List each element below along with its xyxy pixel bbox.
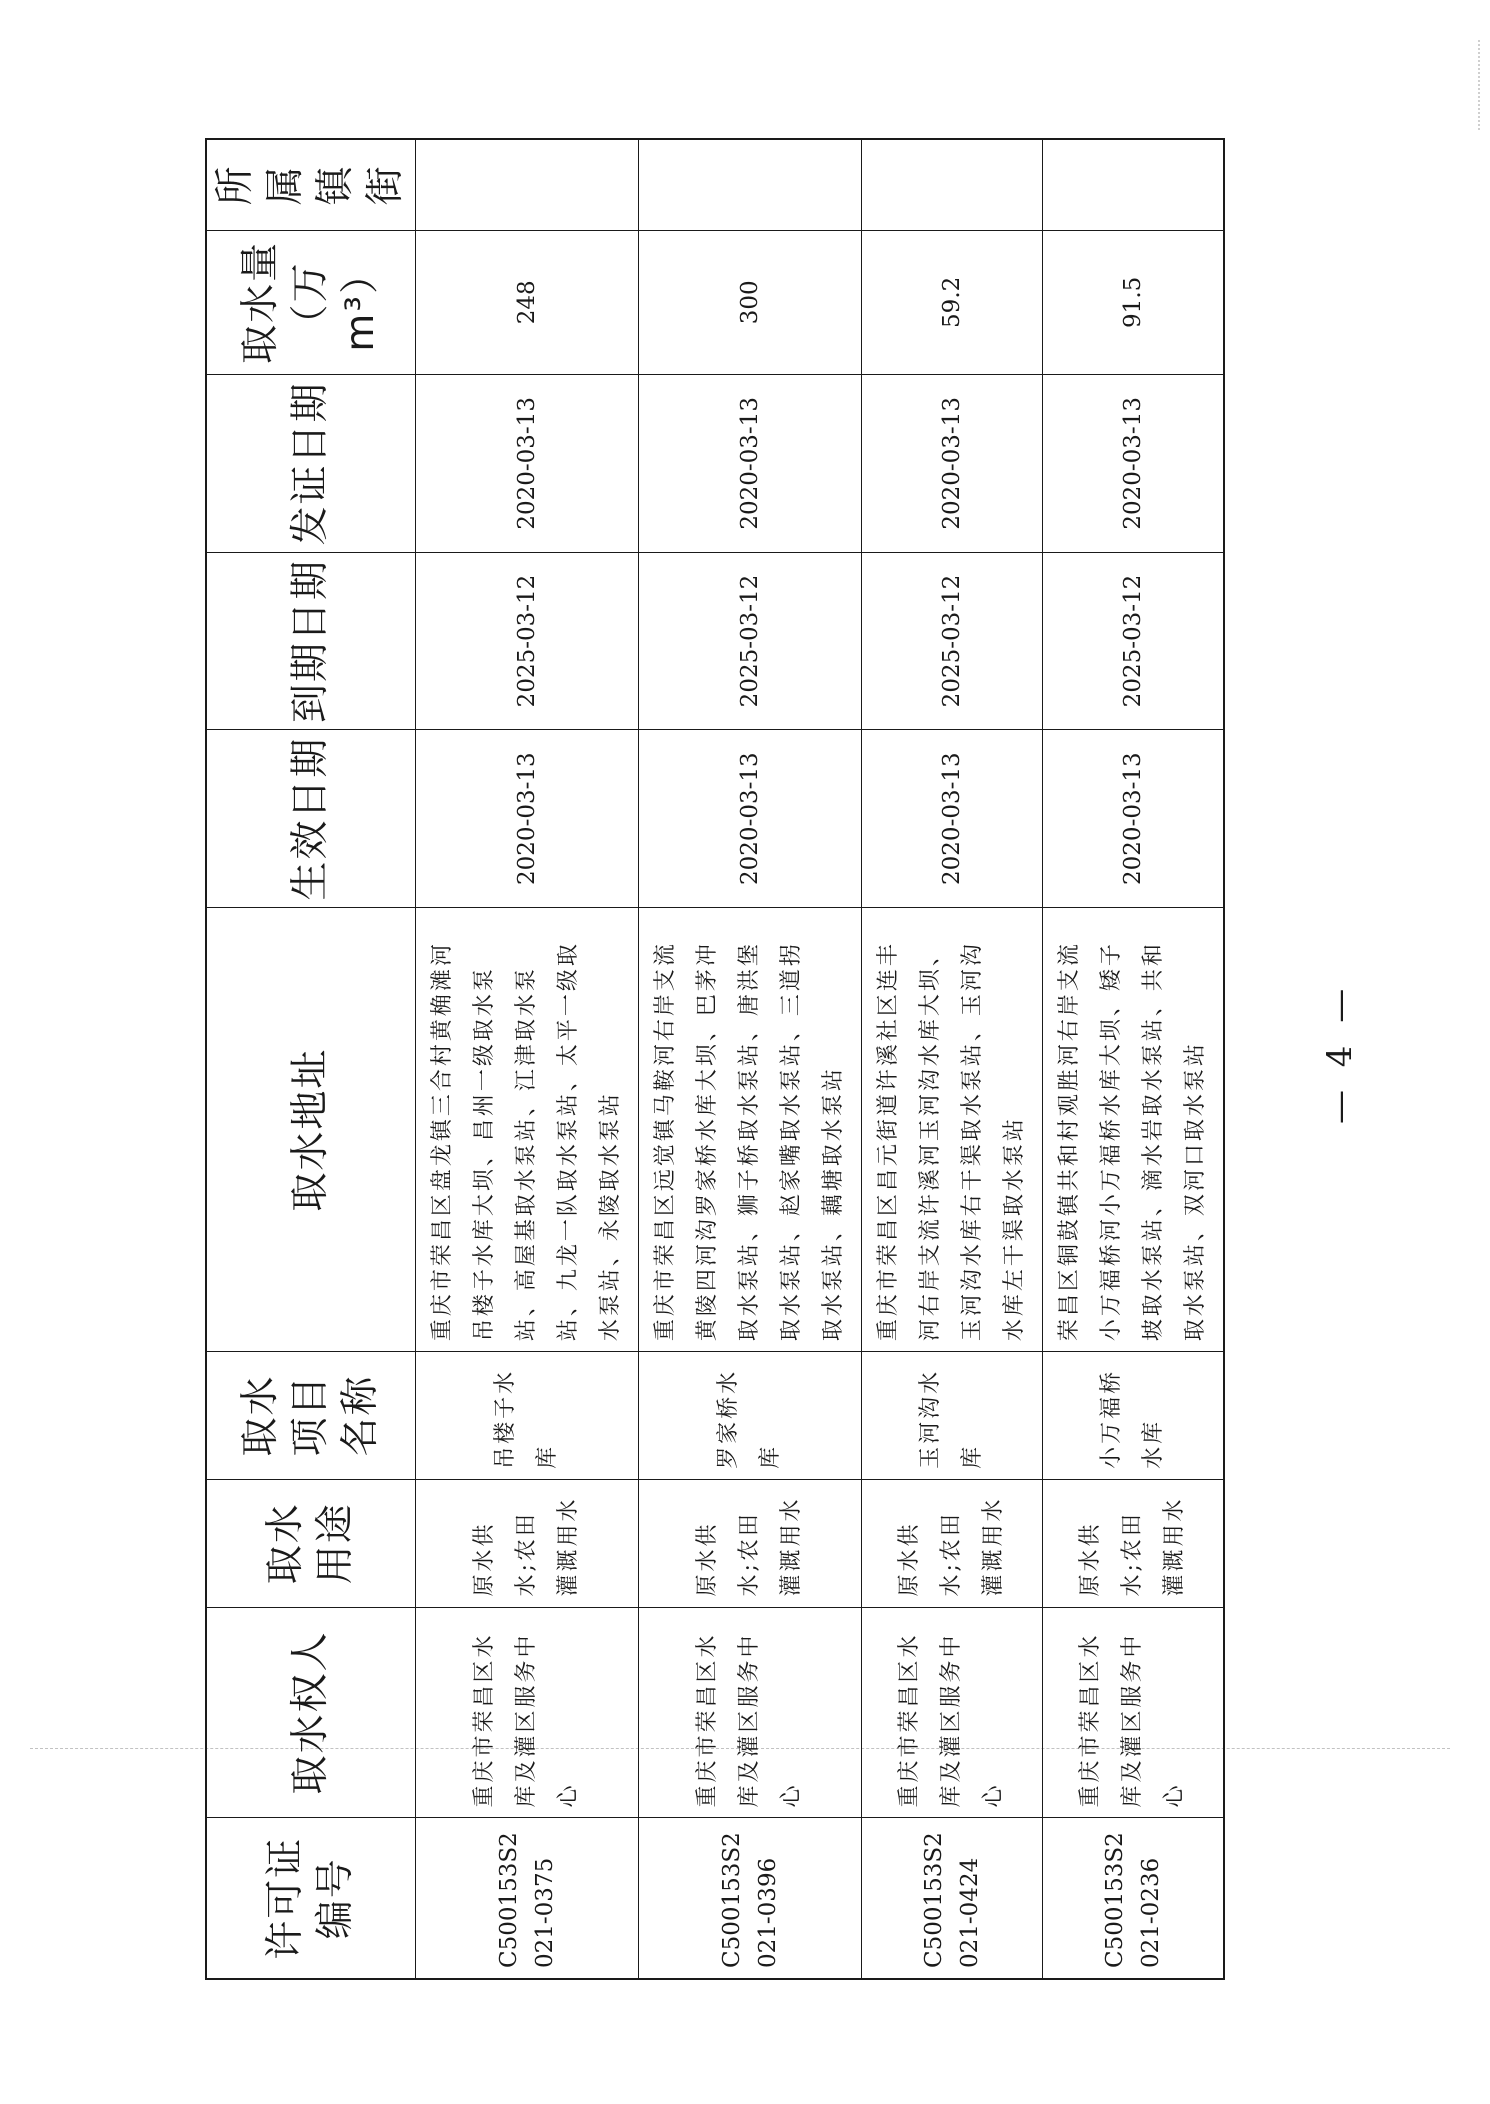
address-cell: 重庆市荣昌区昌元街道许溪社区连丰河右岸支流许溪河玉河沟水库大坝、玉河沟水库右干渠取水泵站、玉河沟水库左干渠取水泵站: [862, 907, 1043, 1351]
header-address: 取水地址: [206, 907, 416, 1351]
town-cell: [639, 139, 862, 230]
address-cell: 重庆市荣昌区盘龙镇三合村黄桷滩河吊楼子水库大坝、昌州一级取水泵站、高屋基取水泵站、江津取水泵站、九龙一队取水泵站、太平一级取水泵站、永陵取水泵站: [416, 907, 639, 1351]
use-cell: 原水供水;农田灌溉用水: [416, 1479, 639, 1607]
header-use: 取水用途: [206, 1479, 416, 1607]
header-effective-date: 生效日期: [206, 730, 416, 908]
town-cell: [862, 139, 1043, 230]
header-holder: 取水权人: [206, 1607, 416, 1818]
header-town: 所属镇街: [206, 139, 416, 230]
permit-no-cell: C500153S2021-0375: [416, 1818, 639, 1979]
project-cell: 吊楼子水库: [416, 1352, 639, 1480]
table-row: [862, 139, 1043, 1979]
expiry-date-cell: 2025-03-12: [1043, 552, 1225, 730]
table-row: [1043, 139, 1225, 1979]
holder-cell: 重庆市荣昌区水库及灌区服务中心: [416, 1607, 639, 1818]
use-cell: 原水供水;农田灌溉用水: [639, 1479, 862, 1607]
effective-date-cell: 2020-03-13: [639, 730, 862, 908]
header-volume: 取水量（万m³）: [206, 230, 416, 374]
effective-date-cell: 2020-03-13: [416, 730, 639, 908]
water-permit-table: [205, 138, 1225, 1980]
volume-cell: 91.5: [1043, 230, 1225, 374]
header-permit-no: 许可证编号: [206, 1818, 416, 1979]
town-cell: [416, 139, 639, 230]
project-cell: 玉河沟水库: [862, 1352, 1043, 1480]
volume-cell: 300: [639, 230, 862, 374]
expiry-date-cell: 2025-03-12: [416, 552, 639, 730]
holder-cell: 重庆市荣昌区水库及灌区服务中心: [862, 1607, 1043, 1818]
town-cell: [1043, 139, 1225, 230]
header-project: 取水项目名称: [206, 1352, 416, 1480]
table-header-row: [206, 139, 416, 1979]
issue-date-cell: 2020-03-13: [416, 375, 639, 553]
use-cell: 原水供水;农田灌溉用水: [862, 1479, 1043, 1607]
address-cell: 重庆市荣昌区远觉镇马鞍河右岸支流黄陵四河沟罗家桥水库大坝、巴茅冲取水泵站、狮子桥取水泵站、唐洪堡取水泵站、赵家嘴取水泵站、三道拐取水泵站、藕塘取水泵站: [639, 907, 862, 1351]
issue-date-cell: 2020-03-13: [639, 375, 862, 553]
project-cell: 罗家桥水库: [639, 1352, 862, 1480]
permit-no-cell: C500153S2021-0396: [639, 1818, 862, 1979]
page-number: — 4 —: [1320, 982, 1360, 1124]
header-issue-date: 发证日期: [206, 375, 416, 553]
issue-date-cell: 2020-03-13: [862, 375, 1043, 553]
effective-date-cell: 2020-03-13: [1043, 730, 1225, 908]
volume-cell: 59.2: [862, 230, 1043, 374]
holder-cell: 重庆市荣昌区水库及灌区服务中心: [1043, 1607, 1225, 1818]
volume-cell: 248: [416, 230, 639, 374]
holder-cell: 重庆市荣昌区水库及灌区服务中心: [639, 1607, 862, 1818]
table-row: [639, 139, 862, 1979]
expiry-date-cell: 2025-03-12: [862, 552, 1043, 730]
permit-no-cell: C500153S2021-0424: [862, 1818, 1043, 1979]
project-cell: 小万福桥水库: [1043, 1352, 1225, 1480]
table-row: [416, 139, 639, 1979]
address-cell: 荣昌区铜鼓镇共和村观胜河右岸支流小万福桥河小万福桥水库大坝、矮子坡取水泵站、滴水岩取水泵站、共和取水泵站、双河口取水泵站: [1043, 907, 1225, 1351]
issue-date-cell: 2020-03-13: [1043, 375, 1225, 553]
expiry-date-cell: 2025-03-12: [639, 552, 862, 730]
permit-no-cell: C500153S2021-0236: [1043, 1818, 1225, 1979]
header-expiry-date: 到期日期: [206, 552, 416, 730]
use-cell: 原水供水;农田灌溉用水: [1043, 1479, 1225, 1607]
effective-date-cell: 2020-03-13: [862, 730, 1043, 908]
